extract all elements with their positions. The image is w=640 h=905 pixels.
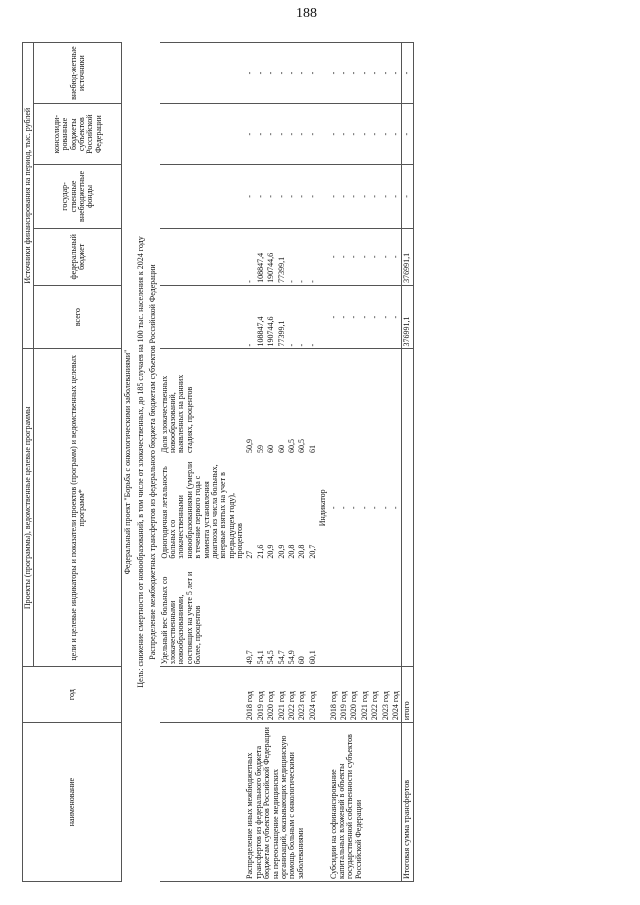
row-indicator: - [370,349,380,667]
indicator-2-label: Одногодичная летальность больных со злокачественными новообразованиями (умерли в течение первого года с момента установления диагноза из числа больных, впервые взятых на учет в предыдущем году), процентов [159,461,245,559]
rotated-table-sheet [22,42,612,882]
row-year: 2022 год [287,667,297,723]
row-consolidated: - [256,104,266,165]
indicator-word: Индикатор [318,349,328,667]
row-year: 2018 год [245,667,255,723]
header-programs-group: Проекты (программы), ведомственные целевые программы [23,349,34,667]
row-state-funds: - [360,165,370,229]
row-total: - [339,285,349,349]
row-total: - [297,285,307,349]
block2-rows [329,43,402,882]
total-row-state-funds: - [402,165,413,229]
row-total: 190744,6 [266,285,276,349]
row-total: 77399,1 [277,285,287,349]
header-state-funds: государ-ственные внебюджетные фонды [34,165,122,229]
indicator-value: 27 [245,550,255,559]
indicator-value: 20,7 [307,544,317,559]
row-consolidated: - [339,104,349,165]
row-total: - [245,285,255,349]
total-row-name: Итоговая сумма трансфертов [402,723,413,882]
row-indicator: - [391,349,402,667]
row-indicators [256,349,266,667]
row-state-funds: - [287,165,297,229]
row-state-funds: - [339,165,349,229]
row-consolidated: - [297,104,307,165]
row-consolidated: - [370,104,380,165]
row-year: 2019 год [339,667,349,723]
indicator-value: 61 [307,445,317,454]
row-year: 2021 год [277,667,287,723]
row-indicators [277,349,287,667]
indicator-headers [160,349,246,667]
row-total: - [370,285,380,349]
indicator-3-label: Доля злокачественных новообразований, выявленных на ранних стадиях, процентов [159,374,194,454]
row-extrabudget: - [391,43,402,104]
row-total: - [360,285,370,349]
row-consolidated: - [360,104,370,165]
row-extrabudget: - [245,43,255,104]
header-sources-group: Источники финансирования на период, тыс. рублей [23,43,34,349]
indicator-value: 54,9 [287,650,297,665]
row-consolidated: - [277,104,287,165]
indicator-1-label: Удельный вес больных со злокачественными новообразованиями, состоящих на учете 5 лет и более, процентов [159,571,203,665]
row-state-funds: - [391,165,402,229]
table-row [245,43,255,882]
row-extrabudget: - [287,43,297,104]
row-indicators [297,349,307,667]
total-row-total: 376991,1 [402,285,413,349]
row-year: 2019 год [256,667,266,723]
row-indicators [245,349,255,667]
indicator-value: 60,1 [307,650,317,665]
row-consolidated: - [308,104,318,165]
block1-name: Распределение иных межбюджетных трансфертов из федерального бюджета бюджетам субъектов Российской Федерации на переоснащение медицинских организаций, оказывающих медицинскую помощь больным с онкологическими заболеваниями [245,723,318,882]
row-extrabudget: - [297,43,307,104]
row-total: - [349,285,359,349]
row-federal: - [308,228,318,285]
row-extrabudget: - [360,43,370,104]
row-federal: - [360,228,370,285]
row-extrabudget: - [381,43,391,104]
row-year: 2018 год [329,667,339,723]
row-indicators [266,349,276,667]
row-indicator: - [339,349,349,667]
row-year: 2022 год [370,667,380,723]
row-consolidated: - [381,104,391,165]
header-year: год [23,667,122,723]
row-total: - [391,285,402,349]
row-year: 2023 год [381,667,391,723]
row-indicator: - [349,349,359,667]
row-indicators [308,349,318,667]
row-extrabudget: - [308,43,318,104]
row-federal: 190744,6 [266,228,276,285]
row-extrabudget: - [370,43,380,104]
indicator-value: 60,5 [287,439,297,454]
distribution-title: Распределение межбюджетных трансфертов из федерального бюджета бюджетам субъектов Российской Федерации [148,264,158,660]
row-state-funds: - [349,165,359,229]
row-federal: - [370,228,380,285]
total-row-federal: 376991,1 [402,228,413,285]
indicator-value: 49,7 [245,650,255,665]
row-federal: 77399,1 [277,228,287,285]
total-row-year: итого [402,667,413,723]
row-extrabudget: - [277,43,287,104]
row-consolidated: - [266,104,276,165]
block1-rows [245,43,318,882]
row-federal: - [381,228,391,285]
row-year: 2024 год [391,667,402,723]
row-year: 2023 год [297,667,307,723]
row-federal: - [245,228,255,285]
header-total: всего [34,285,122,349]
indicator-value: 60 [297,656,307,665]
row-federal: - [391,228,402,285]
financing-table [22,42,414,882]
row-total: - [329,285,339,349]
total-row-consolidated: - [402,104,413,165]
row-state-funds: - [381,165,391,229]
header-consolidated: консолиди-рованные бюджеты субъектов Российской Федерации [34,104,122,165]
indicator-value: 20,9 [266,544,276,559]
row-indicators [287,349,297,667]
row-state-funds: - [370,165,380,229]
row-extrabudget: - [256,43,266,104]
row-total: - [308,285,318,349]
row-year: 2020 год [349,667,359,723]
row-state-funds: - [256,165,266,229]
row-federal: - [287,228,297,285]
row-total: 108847,4 [256,285,266,349]
row-federal: - [339,228,349,285]
row-federal: 108847,4 [256,228,266,285]
total-row-extrabudget: - [402,43,413,104]
indicator-value: 21,6 [255,544,265,559]
row-total: - [381,285,391,349]
row-state-funds: - [277,165,287,229]
goal-text: Цель: снижение смертности от новообразований, в том числе от злокачественных, до 185 случаев на 100 тыс. населения к 2024 году [135,236,145,688]
indicator-value: 60 [266,445,276,454]
indicator-value: 54,7 [276,650,286,665]
indicator-value: 54,5 [266,650,276,665]
table-row [329,43,339,882]
row-state-funds: - [329,165,339,229]
row-consolidated: - [287,104,297,165]
header-federal: федеральный бюджет [34,228,122,285]
indicator-value: 60 [276,445,286,454]
project-title: Федеральный проект "Борьба с онкологическими заболеваниями" [123,349,133,575]
indicator-value: 59 [255,445,265,454]
row-extrabudget: - [329,43,339,104]
indicator-value: 20,9 [276,544,286,559]
row-state-funds: - [308,165,318,229]
row-consolidated: - [349,104,359,165]
page-number: 188 [296,6,317,21]
header-programs-sub: цели и целевые индикаторы и показатели проектов (программ) и ведомственных целевых программ* [34,349,122,667]
indicator-value: 20,8 [287,544,297,559]
row-indicator: - [381,349,391,667]
row-federal: - [329,228,339,285]
row-federal: - [297,228,307,285]
row-consolidated: - [391,104,402,165]
block2-name: Субсидии на софинансирование капитальных вложений в объекты государственной собственности субъектов Российской Федерации [329,723,402,882]
row-year: 2021 год [360,667,370,723]
total-row [402,43,413,882]
indicator-value: 20,8 [297,544,307,559]
indicator-value: 60,5 [297,439,307,454]
row-federal: - [349,228,359,285]
row-year: 2024 год [308,667,318,723]
indicator-value: 50,9 [245,439,255,454]
row-state-funds: - [266,165,276,229]
row-state-funds: - [297,165,307,229]
header-name: наименование [23,723,122,882]
row-extrabudget: - [266,43,276,104]
row-indicator: - [360,349,370,667]
row-extrabudget: - [339,43,349,104]
indicator-value: 54,1 [255,650,265,665]
row-extrabudget: - [349,43,359,104]
row-consolidated: - [329,104,339,165]
row-indicator: - [329,349,339,667]
row-total: - [287,285,297,349]
header-extrabudget: внебюд-жетные источники [34,43,122,104]
row-year: 2020 год [266,667,276,723]
row-state-funds: - [245,165,255,229]
row-consolidated: - [245,104,255,165]
